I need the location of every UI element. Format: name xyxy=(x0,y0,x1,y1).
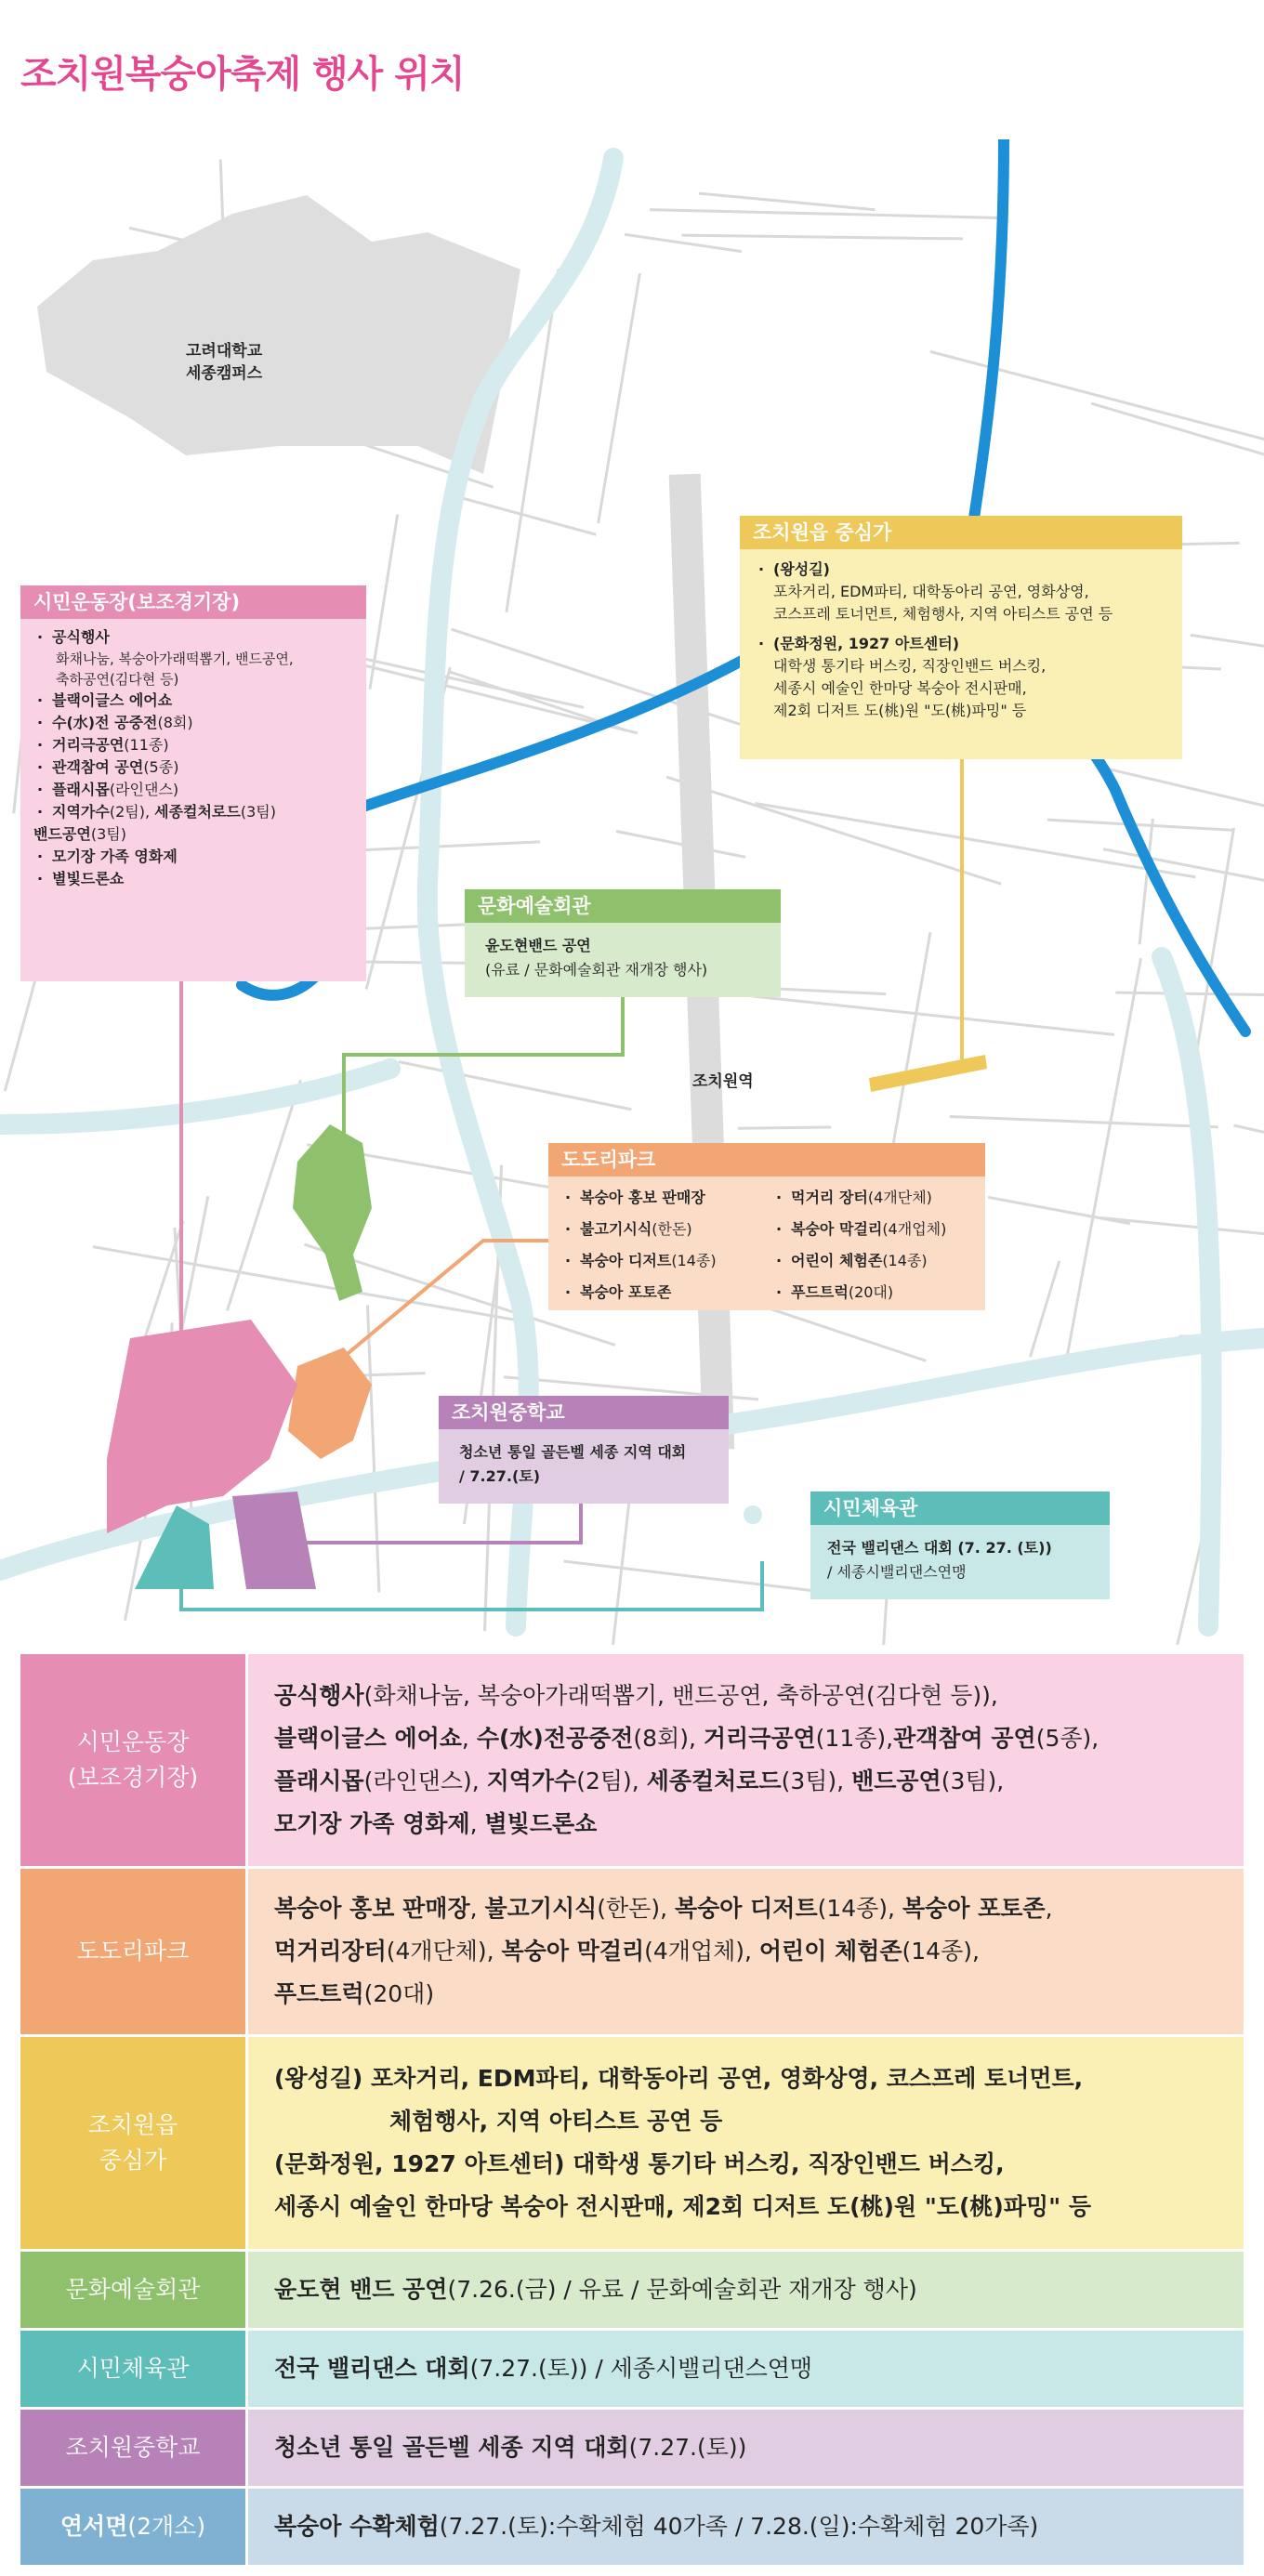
item-bold: 공식행사 xyxy=(52,628,110,646)
item-rest: (3팀) xyxy=(90,825,126,843)
school-area xyxy=(232,1492,316,1589)
list-item xyxy=(561,1214,761,1245)
row-value xyxy=(245,2410,1244,2486)
row-key-sub: 중심가 xyxy=(99,2147,167,2174)
row-value xyxy=(245,2252,1244,2328)
list-item xyxy=(33,712,353,734)
list-item xyxy=(755,633,1167,722)
item-bold: 복숭아 막걸리 xyxy=(791,1220,883,1238)
row-line: 세종시 예술인 한마당 복숭아 전시판매, 제2회 디저트 도(桃)원 "도(桃)파밍" 등 xyxy=(274,2193,1092,2220)
item-bold: 수(水)전 공중전 xyxy=(52,714,158,731)
street xyxy=(454,496,596,534)
list-item xyxy=(33,690,353,712)
item-rest: (14종) xyxy=(671,1252,717,1269)
street xyxy=(699,193,876,210)
row-line: 플래시몹(라인댄스), 지역가수(2팀), 세종컬처로드(3팀), 밴드공연(3팀), xyxy=(274,1768,1005,1794)
row-key-sub: (보조경기장) xyxy=(67,1764,199,1791)
item-bold: 모기장 가족 영화제 xyxy=(52,848,178,865)
group-line: 대학생 통기타 버스킹, 직장인밴드 버스킹, xyxy=(773,657,1047,675)
road-node xyxy=(744,1505,762,1524)
item-bold: 복숭아 홍보 판매장 xyxy=(580,1189,705,1206)
row-line: 공식행사(화채나눔, 복숭아가래떡뽑기, 밴드공연, 축하공연(김다현 등)), xyxy=(274,1682,998,1709)
street xyxy=(738,1127,831,1128)
official-sub-line2: 축하공연(김다현 등) xyxy=(56,671,179,688)
group-line: 포차거리, EDM파티, 대학동아리 공연, 영화상영, xyxy=(773,583,1089,600)
item-rest: (4개단체) xyxy=(867,1189,932,1206)
item-rest: (5종) xyxy=(143,758,179,776)
street xyxy=(1233,1125,1264,1160)
street xyxy=(599,273,640,523)
table-row xyxy=(20,2252,1244,2331)
list-item xyxy=(561,1182,761,1214)
item-bold: 먹거리 장터 xyxy=(791,1189,868,1206)
table-row xyxy=(20,2331,1244,2410)
stadium-box-title: 시민운동장(보조경기장) xyxy=(20,585,366,619)
row-value xyxy=(245,2489,1244,2565)
page-title: 조치원복숭아축제 행사 위치 xyxy=(20,53,465,96)
item-rest: (3팀) xyxy=(240,803,276,821)
street xyxy=(988,1197,1130,1223)
item-bold: 관객참여 공연 xyxy=(52,758,144,776)
group-line: 제2회 디저트 도(桃)원 "도(桃)파밍" 등 xyxy=(773,702,1027,719)
row-key-line: 연서면 xyxy=(59,2513,128,2540)
row-line: 윤도현 밴드 공연(7.26.(금) / 유료 / 문화예술회관 재개장 행사) xyxy=(274,2276,917,2303)
street xyxy=(889,932,930,1171)
item-bold: 플래시몹 xyxy=(52,781,110,798)
table-row xyxy=(20,2410,1244,2489)
stadium-box xyxy=(20,585,366,981)
list-item xyxy=(33,868,353,890)
item-bold: 불고기시식 xyxy=(580,1220,652,1238)
list-item xyxy=(33,801,353,846)
row-key xyxy=(20,2410,245,2486)
group-line: 코스프레 토너먼트, 체험행사, 지역 아티스트 공연 등 xyxy=(773,605,1113,623)
table-row xyxy=(20,1869,1244,2037)
korea-univ-label-line2: 세종캠퍼스 xyxy=(186,364,263,383)
list-item xyxy=(772,1182,972,1214)
list-item xyxy=(33,779,353,801)
list-item xyxy=(33,626,353,690)
item-rest: (8회) xyxy=(157,714,193,731)
row-key xyxy=(20,2252,245,2328)
arts-box xyxy=(465,889,781,997)
item-bold: 블랙이글스 에어쇼 xyxy=(52,691,173,709)
gym-line1: 전국 밸리댄스 대회 (7. 27. (토)) xyxy=(827,1539,1052,1557)
street xyxy=(1047,820,1232,830)
item-bold: 별빛드론쇼 xyxy=(52,870,125,887)
item-rest: (4개업체) xyxy=(882,1220,947,1238)
downtown-area xyxy=(869,1055,987,1092)
official-sub-line1: 화채나눔, 복숭아가래떡뽑기, 밴드공연, xyxy=(56,651,294,667)
street xyxy=(1129,1518,1206,1645)
list-item xyxy=(772,1214,972,1245)
street xyxy=(399,1062,631,1110)
arts-line1: 윤도현밴드 공연 xyxy=(485,937,591,954)
item-bold: 밴드공연 xyxy=(33,825,91,843)
street xyxy=(681,235,963,239)
list-item xyxy=(33,846,353,868)
row-value xyxy=(245,1869,1244,2034)
item-rest: (11종) xyxy=(124,736,169,754)
korea-univ-label-line1: 고려대학교 xyxy=(186,342,263,361)
list-item xyxy=(755,559,1167,625)
festival-map xyxy=(0,139,1264,1645)
street xyxy=(650,210,999,218)
row-line: 모기장 가족 영화제, 별빛드론쇼 xyxy=(274,1810,598,1837)
row-key-line: 도도리파크 xyxy=(76,1938,190,1965)
row-key xyxy=(20,1869,245,2034)
item-bold: 지역가수 xyxy=(52,803,110,821)
gym-box-title: 시민체육관 xyxy=(810,1492,1110,1525)
row-key-line: 조치원중학교 xyxy=(65,2434,201,2461)
list-item xyxy=(561,1245,761,1277)
campus-area xyxy=(37,195,520,474)
item-bold: 세종컬처로드 xyxy=(154,803,241,821)
group-title: · (문화정원, 1927 아트센터) xyxy=(773,635,960,652)
dodori-box-list xyxy=(561,1182,972,1308)
item-rest: (라인댄스) xyxy=(109,781,179,798)
station-label: 조치원역 xyxy=(692,1072,754,1091)
item-bold: 복숭아 포토존 xyxy=(580,1283,672,1301)
table-row xyxy=(20,2489,1244,2568)
school-box-title: 조치원중학교 xyxy=(439,1396,729,1429)
downtown-box-title: 조치원읍 중심가 xyxy=(740,516,1182,549)
list-item xyxy=(33,734,353,756)
gym-box xyxy=(810,1492,1110,1599)
gym-line2: / 세종시밸리댄스연맹 xyxy=(827,1563,967,1581)
row-key-line: 시민체육관 xyxy=(76,2355,190,2382)
event-table xyxy=(20,1654,1244,2568)
row-key-line: 조치원읍 xyxy=(87,2111,178,2138)
row-key xyxy=(20,2489,245,2565)
dodori-park-area xyxy=(288,1347,372,1459)
street xyxy=(666,777,1001,884)
row-line: 청소년 통일 골든벨 세종 지역 대회(7.27.(토)) xyxy=(274,2434,747,2461)
list-item xyxy=(561,1277,761,1308)
row-key xyxy=(20,2037,245,2249)
row-key-line: 시민운동장 xyxy=(76,1728,190,1755)
row-line: 블랙이글스 에어쇼, 수(水)전공중전(8회), 거리극공연(11종),관객참여 공연(5종), xyxy=(274,1725,1099,1752)
list-item xyxy=(772,1245,972,1277)
row-key xyxy=(20,1654,245,1866)
item-rest: (2팀), xyxy=(109,803,155,821)
downtown-box xyxy=(740,516,1182,759)
item-rest: (20대) xyxy=(848,1283,894,1301)
street xyxy=(1115,992,1264,997)
street xyxy=(1103,849,1264,897)
street xyxy=(367,1305,378,1592)
item-bold: 푸드트럭 xyxy=(791,1283,849,1301)
row-value xyxy=(245,2037,1244,2249)
school-box xyxy=(439,1396,729,1504)
row-line: 전국 밸리댄스 대회(7.27.(토)) / 세종시밸리댄스연맹 xyxy=(274,2355,813,2382)
list-item xyxy=(33,756,353,779)
korea-univ-label xyxy=(186,340,262,385)
street xyxy=(701,991,1113,1034)
group-title: · (왕성길) xyxy=(773,560,830,578)
school-line2: / 7.27.(토) xyxy=(459,1467,541,1485)
group-line: 세종시 예술인 한마당 복숭아 전시판매, xyxy=(773,679,1027,697)
dodori-box-title: 도도리파크 xyxy=(548,1143,985,1176)
table-row xyxy=(20,2037,1244,2252)
street xyxy=(1030,1261,1059,1357)
item-rest: (14종) xyxy=(882,1252,928,1269)
row-line: 푸드트럭(20대) xyxy=(274,1980,435,2007)
item-bold: 어린이 체험존 xyxy=(791,1252,883,1269)
item-bold: 거리극공연 xyxy=(52,736,125,754)
street xyxy=(1065,958,1141,1368)
row-key-sub: (2개소) xyxy=(127,2513,206,2540)
school-line1: 청소년 통일 골든벨 세종 지역 대회 xyxy=(459,1443,687,1461)
row-line: 복숭아 홍보 판매장, 불고기시식(한돈), 복숭아 디저트(14종), 복숭아 포토존, xyxy=(274,1895,1053,1922)
row-value xyxy=(245,2331,1244,2407)
row-key xyxy=(20,2331,245,2407)
street xyxy=(616,831,745,857)
row-line: (문화정원, 1927 아트센터) 대학생 통기타 버스킹, 직장인밴드 버스킹, xyxy=(274,2150,1005,2177)
arts-center-area xyxy=(293,1124,372,1301)
arts-box-title: 문화예술회관 xyxy=(465,889,781,923)
arts-line2: (유료 / 문화예술회관 재개장 행사) xyxy=(485,961,708,979)
row-line: 체험행사, 지역 아티스트 공연 등 xyxy=(389,2108,723,2135)
stadium-box-list xyxy=(33,626,353,890)
street xyxy=(950,1116,1218,1126)
row-line: 먹거리장터(4개단체), 복숭아 막걸리(4개업체), 어린이 체험존(14종), xyxy=(274,1938,980,1965)
row-line: 복숭아 수확체험(7.27.(토):수확체험 40가족 / 7.28.(일):수확체험 20가족) xyxy=(274,2513,1039,2540)
row-key-line: 문화예술회관 xyxy=(65,2276,201,2303)
row-value xyxy=(245,1654,1244,1866)
table-row xyxy=(20,1654,1244,1869)
item-bold: 복숭아 디저트 xyxy=(580,1252,672,1269)
item-rest: (한돈) xyxy=(652,1220,692,1238)
row-line: (왕성길) 포차거리, EDM파티, 대학동아리 공연, 영화상영, 코스프레 토너먼트, xyxy=(274,2065,1084,2092)
list-item xyxy=(772,1277,972,1308)
dodori-box xyxy=(548,1143,985,1310)
